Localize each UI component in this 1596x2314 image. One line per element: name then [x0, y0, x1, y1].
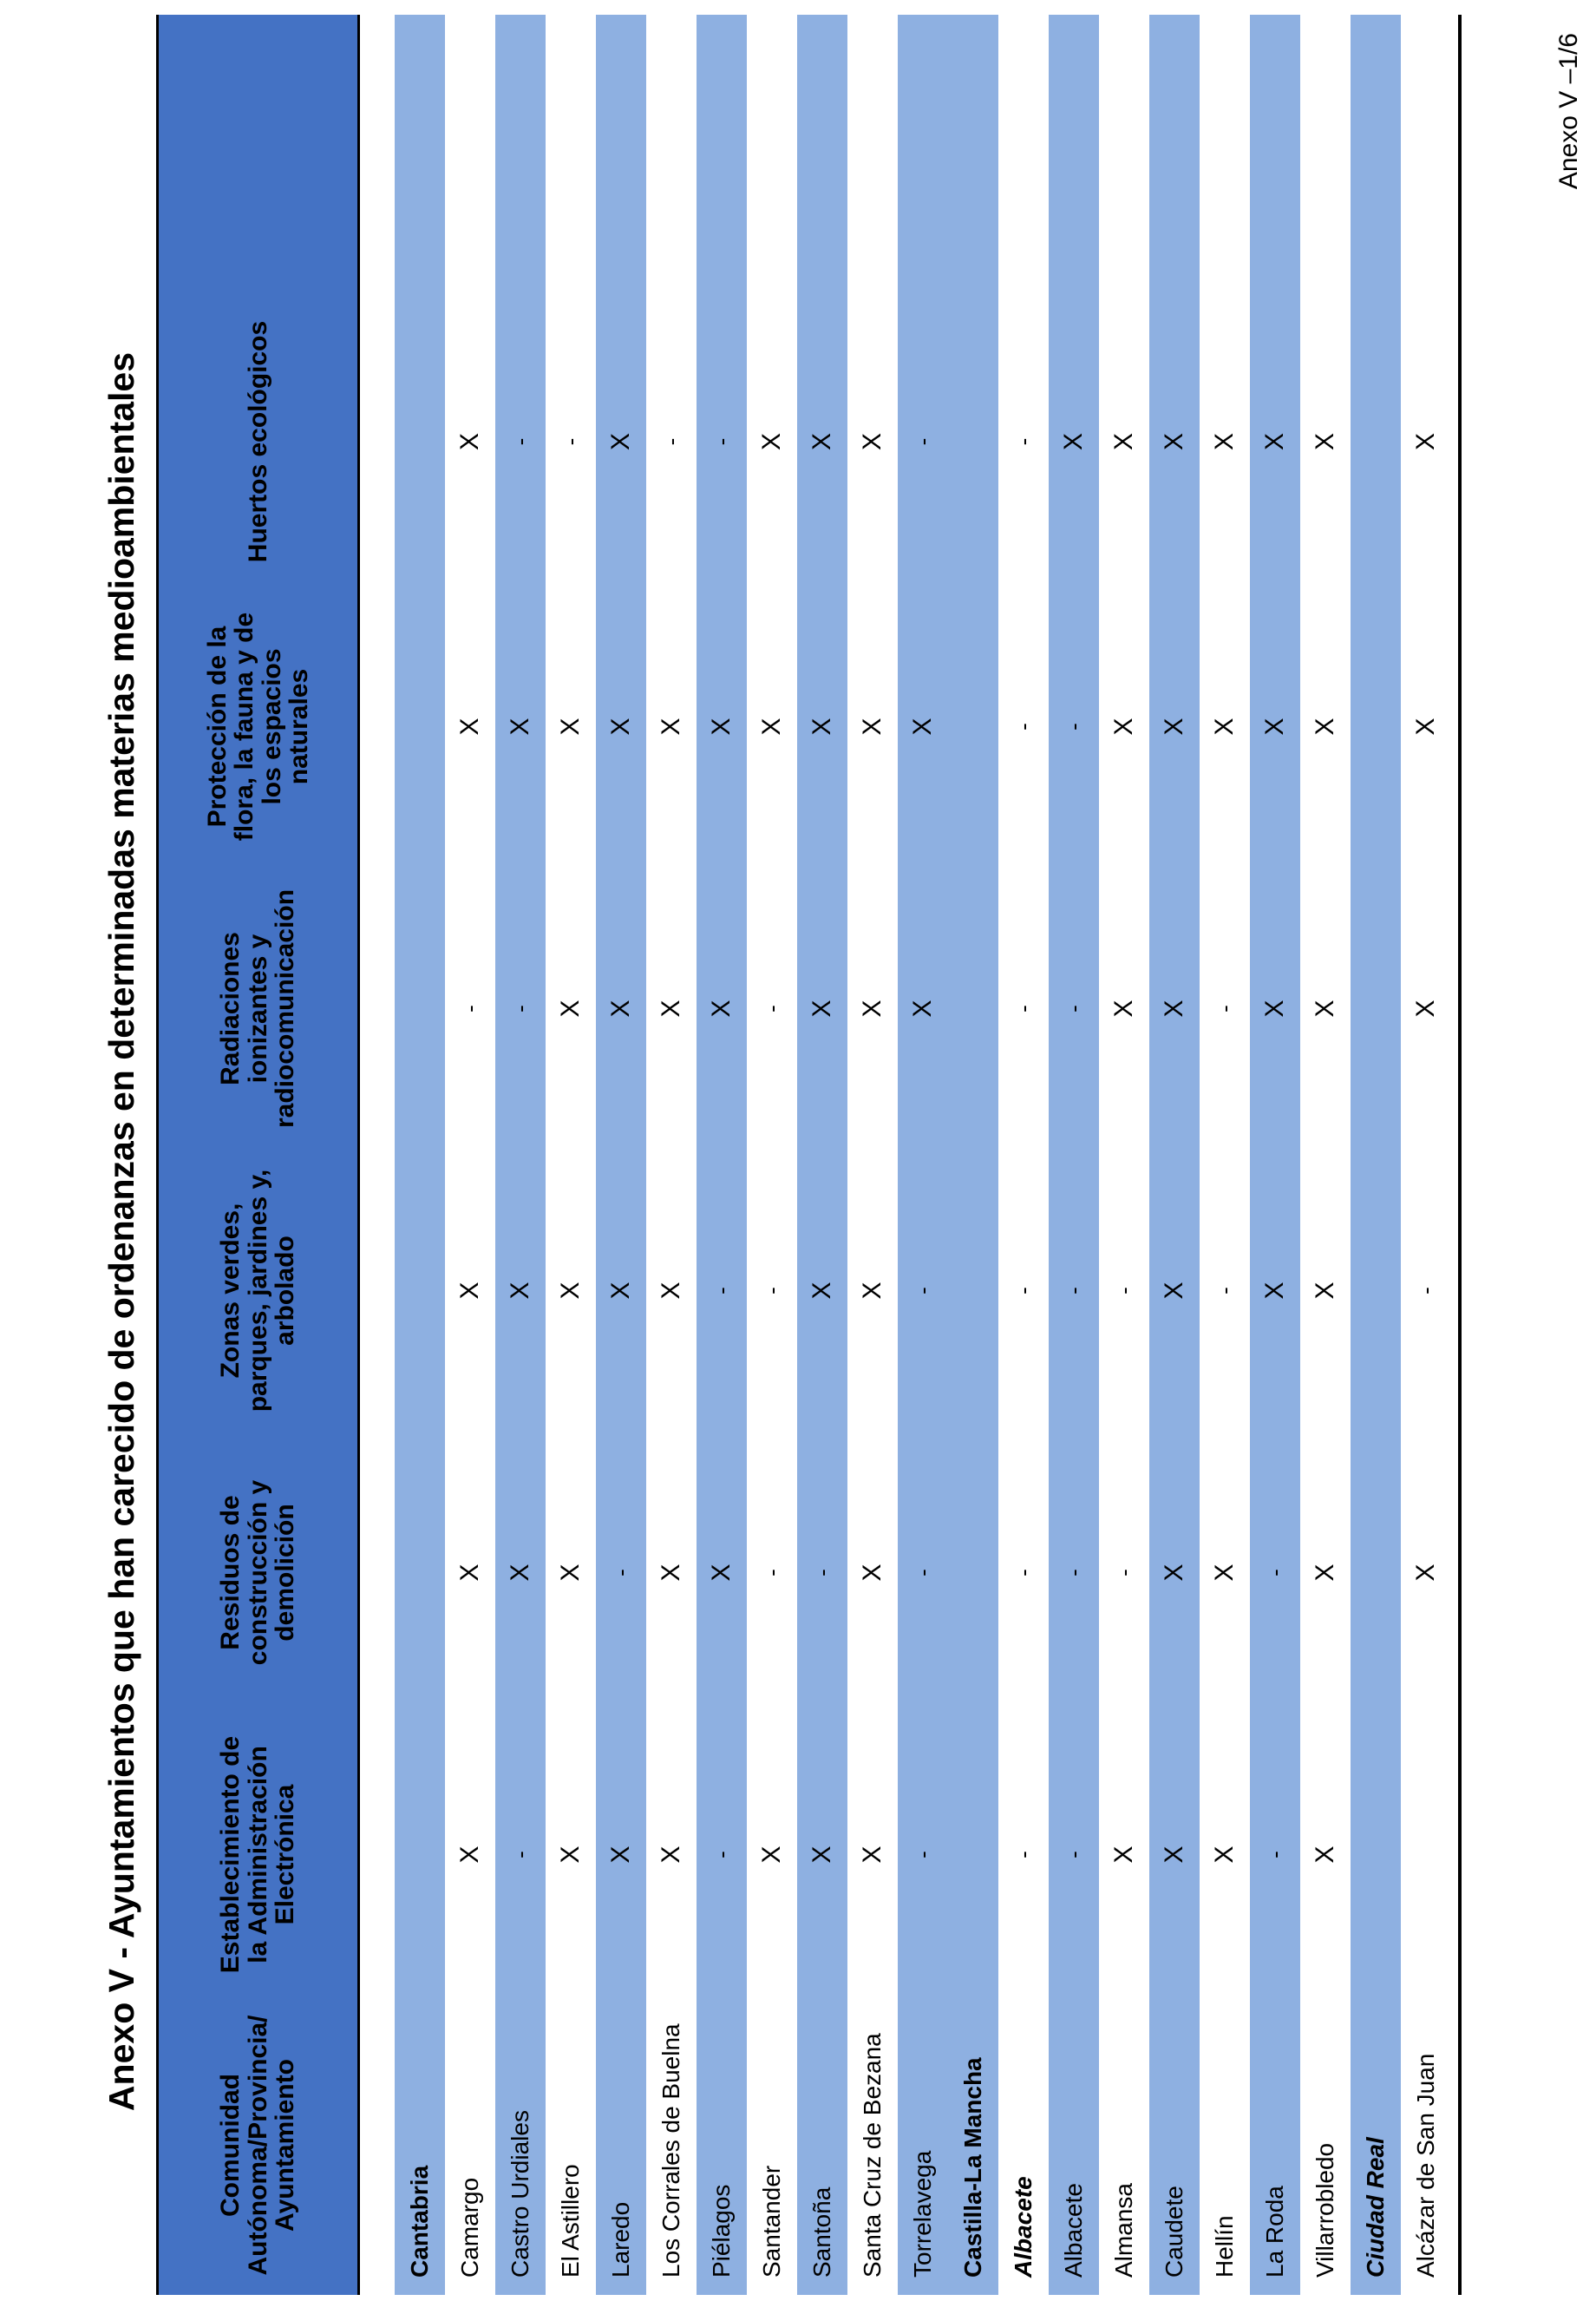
cell-mark: X — [908, 718, 937, 736]
row-name: Hellín — [1211, 2215, 1238, 2278]
row-value-cell — [1401, 298, 1451, 586]
row-value-cell — [546, 1150, 596, 1432]
row-value-cell — [1099, 1714, 1149, 1996]
cell-mark: X — [1311, 1845, 1339, 1864]
row-name: Albacete — [1010, 2176, 1037, 2278]
row-value-cell — [797, 1714, 847, 1996]
row-value-cell — [948, 868, 998, 1150]
row-value-cell — [1200, 1714, 1250, 1996]
row-value-cell — [445, 586, 495, 868]
cell-mark: X — [1210, 1845, 1239, 1864]
row-value-cell — [1099, 586, 1149, 868]
cell-mark: - — [758, 1569, 785, 1577]
row-name: Santa Cruz de Bezana — [859, 2033, 886, 2278]
table-row — [596, 15, 646, 2295]
table-row — [646, 15, 697, 2295]
row-name: El Astillero — [557, 2164, 584, 2278]
cell-mark: X — [707, 718, 736, 736]
row-value-cell — [697, 586, 747, 868]
row-value-cell — [998, 1714, 1049, 1996]
row-name: Santoña — [808, 2186, 835, 2278]
row-value-cell — [1149, 1432, 1200, 1714]
row-name: Laredo — [607, 2201, 634, 2278]
row-value-cell — [395, 1714, 445, 1996]
row-value-cell — [998, 298, 1049, 586]
row-value-cell — [445, 1150, 495, 1432]
header-ayuntamiento: Comunidad Autónoma/Provincia/ Ayuntamiento — [216, 2015, 300, 2276]
cell-mark: - — [507, 437, 533, 446]
row-value-cell — [847, 1714, 898, 1996]
cell-mark: X — [556, 1563, 585, 1582]
row-value-cell — [646, 1714, 697, 1996]
table-row — [1200, 15, 1250, 2295]
row-value-cell — [1149, 586, 1200, 868]
table-row — [797, 15, 847, 2295]
row-value-cell — [646, 1432, 697, 1714]
row-value-cell — [998, 1150, 1049, 1432]
cell-mark: - — [909, 1851, 936, 1858]
row-value-cell — [546, 298, 596, 586]
page-label: Anexo V –1/6 — [1554, 33, 1583, 190]
row-value-cell — [495, 1432, 546, 1714]
header-huertos-ecologicos: Huertos ecológicos — [243, 320, 272, 563]
row-value-cell — [596, 1432, 646, 1714]
row-value-cell — [797, 868, 847, 1150]
row-value-cell — [1250, 586, 1300, 868]
row-value-cell — [847, 1150, 898, 1432]
row-name: Santander — [758, 2165, 785, 2278]
cell-mark: X — [455, 433, 484, 451]
row-name: Alcázar de San Juan — [1412, 2053, 1439, 2278]
cell-mark: - — [1010, 1005, 1037, 1013]
row-value-cell — [1099, 1432, 1149, 1714]
cell-mark: X — [1160, 1845, 1188, 1864]
row-value-cell — [395, 298, 445, 586]
row-value-cell — [1200, 868, 1250, 1150]
row-name: Villarrobledo — [1311, 2142, 1338, 2278]
row-value-cell — [1300, 868, 1351, 1150]
cell-mark: X — [1210, 433, 1239, 451]
row-value-cell — [797, 298, 847, 586]
row-value-cell — [1401, 868, 1451, 1150]
row-value-cell — [747, 868, 797, 1150]
row-value-cell — [898, 868, 948, 1150]
cell-mark: X — [455, 1563, 484, 1582]
row-value-cell — [1351, 868, 1401, 1150]
row-value-cell — [1099, 1150, 1149, 1432]
cell-mark: X — [1260, 1000, 1289, 1018]
row-value-cell — [495, 586, 546, 868]
row-value-cell — [898, 298, 948, 586]
cell-mark: - — [607, 1569, 634, 1577]
cell-mark: X — [506, 1282, 534, 1300]
row-value-cell — [998, 586, 1049, 868]
row-value-cell — [1250, 298, 1300, 586]
cell-mark: X — [1160, 1563, 1188, 1582]
row-value-cell — [495, 1150, 546, 1432]
ordinances-table — [156, 15, 1583, 2295]
cell-mark: - — [456, 1005, 483, 1013]
cell-mark: X — [908, 1000, 937, 1018]
row-name: Cantabria — [406, 2165, 433, 2278]
cell-mark: X — [606, 1000, 635, 1018]
table-row — [847, 15, 898, 2295]
cell-mark: - — [1010, 723, 1037, 731]
table-row — [445, 15, 495, 2295]
cell-mark: - — [557, 437, 584, 446]
row-value-cell — [596, 868, 646, 1150]
row-name: Piélagos — [708, 2184, 735, 2278]
cell-mark: - — [507, 1851, 533, 1858]
cell-mark: - — [1412, 1287, 1439, 1295]
cell-mark: X — [455, 718, 484, 736]
row-value-cell — [596, 586, 646, 868]
row-value-cell — [445, 1714, 495, 1996]
row-value-cell — [546, 868, 596, 1150]
row-value-cell — [747, 1432, 797, 1714]
cell-mark: - — [1060, 1851, 1087, 1858]
row-value-cell — [1099, 298, 1149, 586]
row-value-cell — [1401, 1432, 1451, 1714]
table-row — [1401, 15, 1451, 2295]
cell-mark: X — [1210, 1563, 1239, 1582]
row-value-cell — [898, 1714, 948, 1996]
cell-mark: X — [1210, 718, 1239, 736]
row-value-cell — [797, 1150, 847, 1432]
cell-mark: - — [1060, 1569, 1087, 1577]
row-name: Castilla-La Mancha — [959, 2057, 986, 2278]
cell-mark: X — [808, 1000, 836, 1018]
table-row — [1099, 15, 1149, 2295]
row-value-cell — [948, 1714, 998, 1996]
row-value-cell — [697, 868, 747, 1150]
row-name: Albacete — [1060, 2183, 1087, 2278]
cell-mark: X — [556, 718, 585, 736]
table-row — [1300, 15, 1351, 2295]
row-name: Torrelavega — [909, 2150, 936, 2278]
cell-mark: X — [1109, 1000, 1138, 1018]
row-value-cell — [948, 1150, 998, 1432]
cell-mark: X — [1260, 1282, 1289, 1300]
cell-mark: X — [707, 1000, 736, 1018]
row-value-cell — [747, 1714, 797, 1996]
table-bottom-rule — [1458, 15, 1462, 2295]
cell-mark: X — [1411, 433, 1440, 451]
row-value-cell — [898, 586, 948, 868]
row-value-cell — [1300, 586, 1351, 868]
cell-mark: X — [858, 718, 886, 736]
cell-mark: X — [1311, 1282, 1339, 1300]
cell-mark: - — [708, 1851, 735, 1858]
cell-mark: X — [1411, 718, 1440, 736]
row-name: Ciudad Real — [1362, 2137, 1389, 2278]
cell-mark: X — [1311, 433, 1339, 451]
province-row — [998, 15, 1049, 2295]
row-value-cell — [495, 1714, 546, 1996]
table-header — [156, 15, 360, 2295]
table-row — [546, 15, 596, 2295]
cell-mark: X — [808, 718, 836, 736]
cell-mark: X — [606, 1282, 635, 1300]
cell-mark: - — [1261, 1569, 1288, 1577]
region-row — [395, 15, 445, 2295]
cell-mark: - — [909, 1569, 936, 1577]
table-row — [747, 15, 797, 2295]
cell-mark: X — [657, 1845, 685, 1864]
cell-mark: - — [1060, 1005, 1087, 1013]
row-value-cell — [596, 1150, 646, 1432]
header-proteccion-flora-fauna: Protección de la flora, la fauna y de los espacios naturales — [202, 612, 313, 842]
row-value-cell — [546, 1714, 596, 1996]
row-value-cell — [797, 1432, 847, 1714]
row-value-cell — [395, 586, 445, 868]
row-value-cell — [898, 1150, 948, 1432]
row-value-cell — [495, 868, 546, 1150]
cell-mark: X — [808, 433, 836, 451]
cell-mark: X — [657, 1563, 685, 1582]
row-value-cell — [697, 1432, 747, 1714]
row-value-cell — [1250, 868, 1300, 1150]
row-value-cell — [1049, 1150, 1099, 1432]
row-value-cell — [1149, 1150, 1200, 1432]
row-value-cell — [646, 586, 697, 868]
cell-mark: X — [858, 1845, 886, 1864]
row-value-cell — [847, 868, 898, 1150]
row-value-cell — [1250, 1432, 1300, 1714]
cell-mark: - — [708, 1287, 735, 1295]
cell-mark: X — [1311, 1563, 1339, 1582]
row-name: Castro Urdiales — [507, 2110, 533, 2278]
row-value-cell — [445, 298, 495, 586]
cell-mark: X — [556, 1845, 585, 1864]
row-value-cell — [1351, 1150, 1401, 1432]
row-value-cell — [1049, 1714, 1099, 1996]
row-value-cell — [948, 586, 998, 868]
cell-mark: X — [1160, 1282, 1188, 1300]
cell-mark: X — [1109, 718, 1138, 736]
row-value-cell — [395, 868, 445, 1150]
row-value-cell — [847, 1432, 898, 1714]
cell-mark: - — [1261, 1851, 1288, 1858]
cell-mark: X — [1160, 718, 1188, 736]
row-value-cell — [1300, 1714, 1351, 1996]
cell-mark: X — [858, 1000, 886, 1018]
row-value-cell — [1200, 1432, 1250, 1714]
row-value-cell — [1401, 1150, 1451, 1432]
table-row — [1049, 15, 1099, 2295]
row-value-cell — [697, 1714, 747, 1996]
row-value-cell — [1200, 1150, 1250, 1432]
cell-mark: X — [1059, 433, 1088, 451]
row-value-cell — [847, 298, 898, 586]
region-row — [948, 15, 998, 2295]
cell-mark: X — [556, 1282, 585, 1300]
row-value-cell — [948, 298, 998, 586]
row-value-cell — [847, 586, 898, 868]
cell-mark: - — [808, 1569, 835, 1577]
row-value-cell — [596, 298, 646, 586]
table-row — [1250, 15, 1300, 2295]
row-value-cell — [1149, 298, 1200, 586]
row-value-cell — [998, 868, 1049, 1150]
header-residuos-construccion: Residuos de construcción y demolición — [216, 1479, 300, 1666]
cell-mark: - — [758, 1005, 785, 1013]
cell-mark: X — [1109, 1845, 1138, 1864]
cell-mark: - — [909, 1287, 936, 1295]
row-value-cell — [395, 1432, 445, 1714]
header-zonas-verdes: Zonas verdes, parques, jardines y, arbolado — [216, 1169, 300, 1413]
row-value-cell — [546, 586, 596, 868]
document-title: Anexo V - Ayuntamientos que han carecido de ordenanzas en determinadas materias medioambientales — [101, 352, 141, 2112]
cell-mark: X — [757, 1845, 786, 1864]
row-value-cell — [546, 1432, 596, 1714]
row-value-cell — [948, 1432, 998, 1714]
row-name: Camargo — [456, 2177, 483, 2278]
table-row — [898, 15, 948, 2295]
row-value-cell — [747, 1150, 797, 1432]
cell-mark: X — [1311, 718, 1339, 736]
cell-mark: - — [1010, 1569, 1037, 1577]
cell-mark: - — [758, 1287, 785, 1295]
row-value-cell — [1300, 1150, 1351, 1432]
cell-mark: X — [606, 718, 635, 736]
province-row — [1351, 15, 1401, 2295]
row-value-cell — [1401, 586, 1451, 868]
row-value-cell — [1099, 868, 1149, 1150]
cell-mark: X — [657, 718, 685, 736]
row-value-cell — [445, 1432, 495, 1714]
row-name: Almansa — [1110, 2183, 1137, 2278]
cell-mark: - — [1211, 1005, 1238, 1013]
row-value-cell — [697, 1150, 747, 1432]
header-administracion-electronica: Establecimiento de la Administración Electrónica — [216, 1735, 300, 1974]
cell-mark: X — [657, 1000, 685, 1018]
row-value-cell — [1351, 1432, 1401, 1714]
cell-mark: X — [707, 1563, 736, 1582]
row-value-cell — [1049, 868, 1099, 1150]
table-row — [1149, 15, 1200, 2295]
cell-mark: X — [1260, 433, 1289, 451]
row-value-cell — [697, 298, 747, 586]
cell-mark: - — [708, 437, 735, 446]
cell-mark: X — [556, 1000, 585, 1018]
title-area — [95, 174, 147, 2291]
row-value-cell — [998, 1432, 1049, 1714]
table-row — [495, 15, 546, 2295]
row-value-cell — [1300, 298, 1351, 586]
row-value-cell — [445, 868, 495, 1150]
cell-mark: - — [1010, 1851, 1037, 1858]
row-value-cell — [1049, 298, 1099, 586]
cell-mark: - — [657, 437, 684, 446]
row-value-cell — [1200, 298, 1250, 586]
row-value-cell — [747, 298, 797, 586]
cell-mark: X — [1109, 433, 1138, 451]
cell-mark: X — [808, 1845, 836, 1864]
row-value-cell — [1149, 1714, 1200, 1996]
row-value-cell — [1049, 1432, 1099, 1714]
cell-mark: - — [909, 437, 936, 446]
row-value-cell — [1149, 868, 1200, 1150]
cell-mark: X — [858, 1563, 886, 1582]
cell-mark: X — [1411, 1563, 1440, 1582]
cell-mark: - — [1060, 1287, 1087, 1295]
cell-mark: X — [1160, 433, 1188, 451]
cell-mark: X — [1311, 1000, 1339, 1018]
cell-mark: X — [455, 1845, 484, 1864]
cell-mark: X — [858, 1282, 886, 1300]
cell-mark: X — [1260, 718, 1289, 736]
cell-mark: X — [506, 718, 534, 736]
cell-mark: X — [757, 433, 786, 451]
cell-mark: - — [507, 1005, 533, 1013]
row-name: Los Corrales de Buelna — [657, 2023, 684, 2278]
row-value-cell — [898, 1432, 948, 1714]
cell-mark: X — [1411, 1000, 1440, 1018]
cell-mark: X — [606, 433, 635, 451]
row-name: La Roda — [1261, 2186, 1288, 2278]
row-value-cell — [646, 868, 697, 1150]
row-name: Caudete — [1161, 2186, 1187, 2278]
row-value-cell — [1300, 1432, 1351, 1714]
row-value-cell — [495, 298, 546, 586]
table-body — [395, 15, 1451, 2295]
cell-mark: X — [757, 718, 786, 736]
cell-mark: X — [506, 1563, 534, 1582]
cell-mark: X — [455, 1282, 484, 1300]
row-value-cell — [395, 1150, 445, 1432]
row-value-cell — [1200, 586, 1250, 868]
row-value-cell — [596, 1714, 646, 1996]
cell-mark: X — [657, 1282, 685, 1300]
row-value-cell — [646, 298, 697, 586]
row-value-cell — [797, 586, 847, 868]
row-value-cell — [1351, 1714, 1401, 1996]
cell-mark: - — [1010, 437, 1037, 446]
cell-mark: X — [1160, 1000, 1188, 1018]
row-value-cell — [1351, 586, 1401, 868]
row-value-cell — [646, 1150, 697, 1432]
cell-mark: X — [858, 433, 886, 451]
table-row — [697, 15, 747, 2295]
row-value-cell — [747, 586, 797, 868]
cell-mark: - — [1010, 1287, 1037, 1295]
row-value-cell — [1351, 298, 1401, 586]
cell-mark: X — [606, 1845, 635, 1864]
cell-mark: - — [1211, 1287, 1238, 1295]
cell-mark: - — [1110, 1287, 1137, 1295]
cell-mark: - — [1060, 723, 1087, 731]
header-radiaciones: Radiaciones ionizantes y radiocomunicación — [216, 888, 300, 1129]
row-value-cell — [1049, 586, 1099, 868]
cell-mark: - — [1110, 1569, 1137, 1577]
row-value-cell — [1250, 1714, 1300, 1996]
row-value-cell — [1250, 1150, 1300, 1432]
cell-mark: X — [808, 1282, 836, 1300]
row-value-cell — [1401, 1714, 1451, 1996]
